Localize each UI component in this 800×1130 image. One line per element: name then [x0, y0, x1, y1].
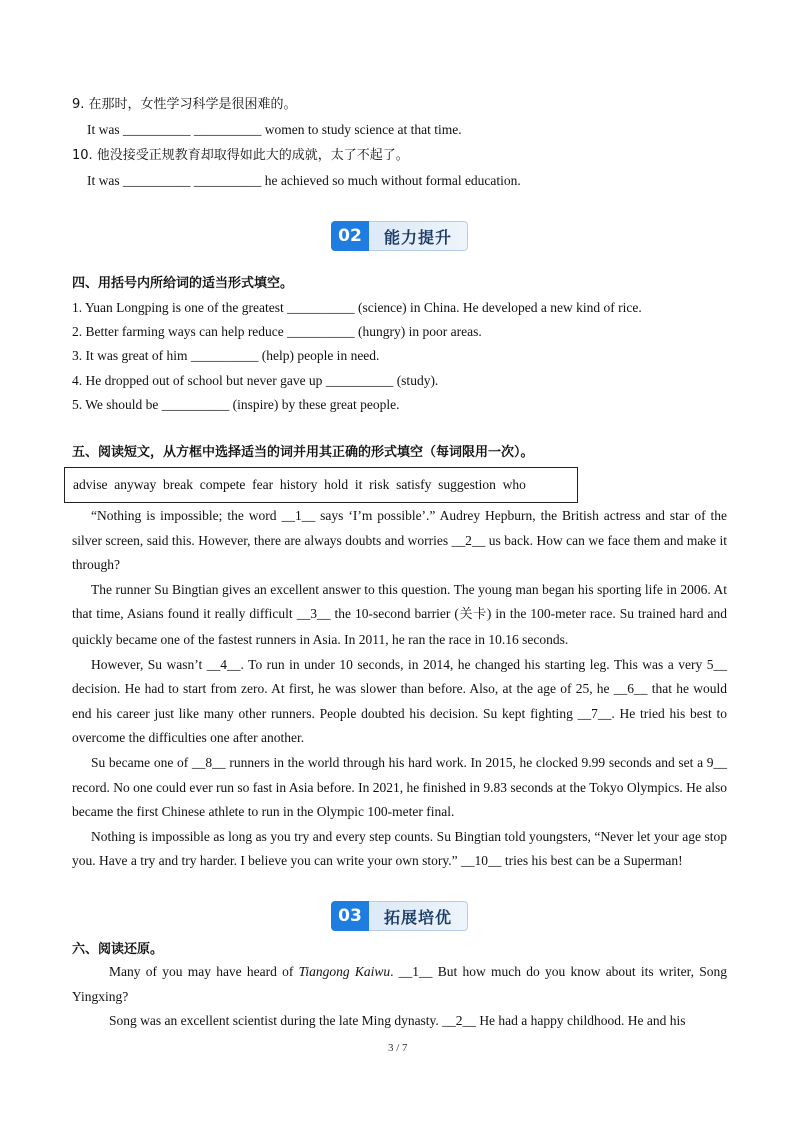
passage-text: decision. He had to start from zero. At first, he was slower than before. Also, at the age of 25, he — [72, 681, 614, 697]
passage-section-6 — [72, 960, 727, 1034]
section-6-heading: 六、阅读还原。 — [72, 942, 164, 957]
badge-label: 能力提升 — [369, 221, 468, 251]
answer-blank[interactable]: __________ — [325, 373, 394, 388]
q9-blank-1[interactable]: __________ — [123, 122, 191, 137]
blank-10[interactable]: __10__ — [461, 853, 502, 869]
item-text: (help) people in need. — [258, 348, 380, 363]
q10-prefix: It was — [87, 173, 123, 188]
section-badge-02 — [331, 221, 468, 251]
passage-paragraph — [72, 1009, 727, 1034]
blank-7[interactable]: __7__ — [577, 705, 612, 721]
q9-blank-2[interactable]: __________ — [193, 122, 262, 137]
blank-5[interactable]: 5__ — [706, 656, 727, 672]
passage-text: says ‘I’m possible’.” Audrey Hepburn, the British actress and star of the silver screen, said this. However, there are always doubts and worries — [72, 508, 727, 548]
section-5-heading: 五、阅读短文，从方框中选择适当的词并用其正确的形式填空（每词限用一次）。 — [72, 445, 534, 460]
blank-1[interactable]: __1__ — [281, 508, 316, 523]
word-bank-box — [64, 467, 578, 503]
question-10-english — [87, 172, 521, 190]
s4-item-1 — [72, 299, 642, 317]
page-number: 3 / 7 — [388, 1042, 408, 1054]
passage-text: The runner Su Bingtian gives an excellent answer to this question. The young man began his sporting life in 2006. At that time, Asians found it really difficult — [72, 581, 727, 622]
blank-2[interactable]: __2__ — [442, 1013, 476, 1029]
answer-blank[interactable]: __________ — [161, 397, 230, 412]
s4-item-5 — [72, 396, 399, 414]
passage-text: Nothing is impossible as long as you try and every step counts. Su Bingtian told youngsters, “Never let your age stop you. Have a try and try harder. I believe you can write your own story.” — [72, 828, 727, 869]
passage-text: Many of you may have heard of — [109, 964, 299, 979]
question-10-chinese: 10. 他没接受正规教育却取得如此大的成就，太了不起了。 — [72, 148, 409, 163]
passage-paragraph — [72, 751, 727, 825]
passage-text: tries his best can be a Superman! — [501, 853, 683, 869]
passage-text-chinese: 关卡 — [458, 607, 487, 623]
item-text: 4. He dropped out of school but never gave up — [72, 373, 326, 388]
passage-paragraph — [72, 653, 727, 751]
answer-blank[interactable]: __________ — [190, 348, 259, 363]
section-badge-03 — [331, 901, 468, 931]
q10-blank-2[interactable]: __________ — [193, 173, 262, 188]
passage-text: . To run in under 10 seconds, in 2014, he changed his starting leg. This was a very — [240, 656, 707, 672]
q10-blank-1[interactable]: __________ — [123, 173, 191, 188]
q10-suffix: he achieved so much without formal education. — [261, 173, 521, 188]
question-9-english — [87, 121, 462, 139]
item-text: 3. It was great of him — [72, 348, 191, 363]
passage-paragraph — [72, 825, 727, 874]
passage-text: He had a happy childhood. He and his — [475, 1013, 686, 1029]
q9-suffix: women to study science at that time. — [261, 122, 462, 137]
passage-text: However, Su wasn’t — [91, 656, 207, 672]
item-text: (inspire) by these great people. — [229, 397, 400, 412]
answer-blank[interactable]: __________ — [287, 324, 355, 339]
passage-text: us back. How can we face them and make it through? — [72, 532, 727, 573]
blank-1[interactable]: __1__ — [398, 964, 433, 979]
passage-text: “Nothing is impossible; the word — [91, 508, 282, 523]
s4-item-3 — [72, 347, 379, 365]
blank-3[interactable]: __3__ — [296, 606, 331, 622]
badge-number: 03 — [331, 901, 369, 931]
passage-text: runners in the world through his hard work. In 2015, he clocked 9.99 seconds and set a — [225, 754, 707, 770]
question-9-chinese: 9. 在那时，女性学习科学是很困难的。 — [72, 97, 297, 112]
answer-blank[interactable]: __________ — [287, 300, 355, 315]
passage-text: Song was an excellent scientist during the late Ming dynasty. — [109, 1013, 443, 1029]
item-text: (hungry) in poor areas. — [354, 324, 482, 339]
passage-paragraph — [72, 960, 727, 1009]
passage-paragraph — [72, 578, 727, 653]
item-text: (science) in China. He developed a new kind of rice. — [354, 300, 642, 315]
book-title: Tiangong Kaiwu — [298, 964, 391, 979]
item-text: 5. We should be — [72, 397, 162, 412]
item-text: (study). — [393, 373, 439, 388]
passage-text: But how much do you know about its writer, Song Yingxing? — [72, 964, 727, 1004]
blank-4[interactable]: __4__ — [206, 656, 241, 672]
passage-section-5 — [72, 504, 727, 874]
badge-label: 拓展培优 — [369, 901, 468, 931]
passage-text: ) in the 100-meter race. Su trained hard and quickly became one of the fastest runners in Asia. In 2011, he ran the race in 10.16 seconds. — [72, 606, 727, 647]
blank-2[interactable]: __2__ — [451, 532, 486, 548]
s4-item-2 — [72, 323, 482, 341]
blank-6[interactable]: __6__ — [613, 681, 648, 697]
blank-9[interactable]: 9__ — [706, 754, 727, 770]
passage-text: record. No one could ever run so fast in Asia before. In 2021, he finished in 9.83 seconds at the Tokyo Olympics. He also became the first Chinese athlete to run in the Olympic 100-meter final. — [72, 779, 727, 820]
q9-prefix: It was — [87, 122, 123, 137]
badge-number: 02 — [331, 221, 369, 251]
word-bank: advise anyway break compete fear history hold it risk satisfy suggestion who — [73, 477, 526, 492]
passage-text: that he would end his career just like many other runners. People doubted his decision. Su kept fighting — [72, 681, 727, 721]
section-4-heading: 四、用括号内所给词的适当形式填空。 — [72, 276, 294, 291]
passage-text: Su became one of — [91, 754, 192, 770]
passage-text: . He tried his best to overcome the difficulties one after another. — [72, 705, 727, 746]
passage-text: . — [390, 964, 399, 979]
passage-paragraph — [72, 504, 727, 578]
item-text: 2. Better farming ways can help reduce — [72, 324, 288, 339]
s4-item-4 — [72, 372, 438, 390]
blank-8[interactable]: __8__ — [191, 754, 226, 770]
passage-text: the 10-second barrier ( — [330, 606, 459, 622]
item-text: 1. Yuan Longping is one of the greatest — [72, 300, 288, 315]
